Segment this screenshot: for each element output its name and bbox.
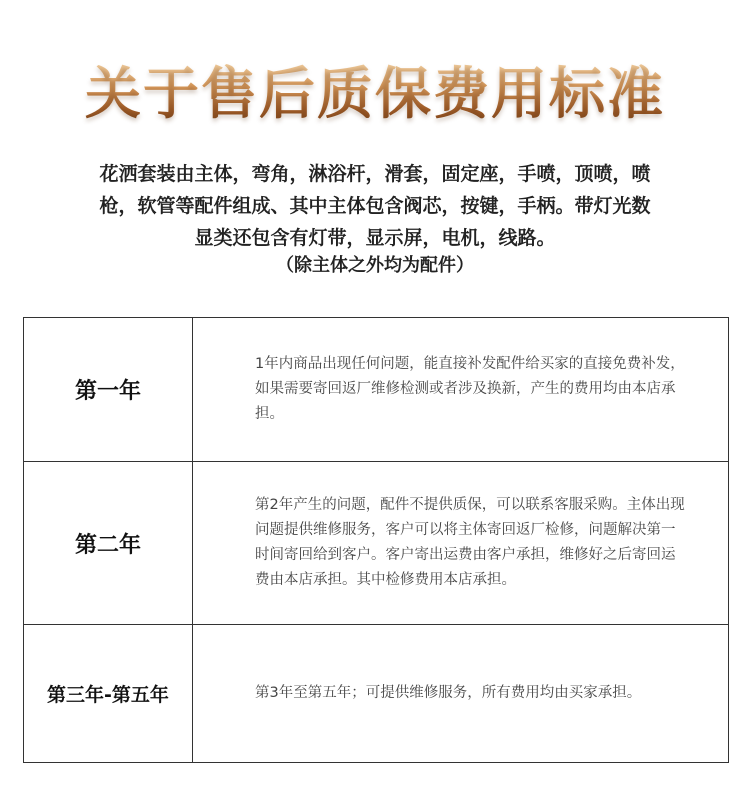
- intro-line: 枪，软管等配件组成、其中主体包含阀芯，按键，手柄。带灯光数: [99, 195, 651, 217]
- table-row: [24, 625, 729, 763]
- page-title: 关于售后质保费用标准: [0, 60, 750, 130]
- policy-description: 第2年产生的问题，配件不提供质保，可以联系客服采购。主体出现问题提供维修服务，客户可以将主体寄回返厂检修，问题解决第一时间寄回给到客户。客户寄出运费由客户承担，维修好之后寄回运费由本店承担。其中检修费用本店承担。: [193, 462, 729, 625]
- intro-line: 显类还包含有灯带，显示屏，电机，线路。: [194, 227, 556, 249]
- year-label: 第一年: [24, 318, 193, 462]
- accessory-note: （除主体之外均为配件）: [276, 255, 474, 276]
- year-label: 第三年-第五年: [24, 625, 193, 763]
- policy-description: 第3年至第五年；可提供维修服务，所有费用均由买家承担。: [193, 625, 729, 763]
- policy-description: 1年内商品出现任何问题，能直接补发配件给买家的直接免费补发，如果需要寄回返厂维修检测或者涉及换新，产生的费用均由本店承担。: [193, 318, 729, 462]
- warranty-table: [23, 317, 729, 763]
- table-row: [24, 462, 729, 625]
- year-label: 第二年: [24, 462, 193, 625]
- table-row: [24, 318, 729, 462]
- intro-line: 花洒套装由主体，弯角，淋浴杆，滑套，固定座，手喷，顶喷，喷: [99, 163, 651, 185]
- intro-paragraph: [70, 158, 680, 254]
